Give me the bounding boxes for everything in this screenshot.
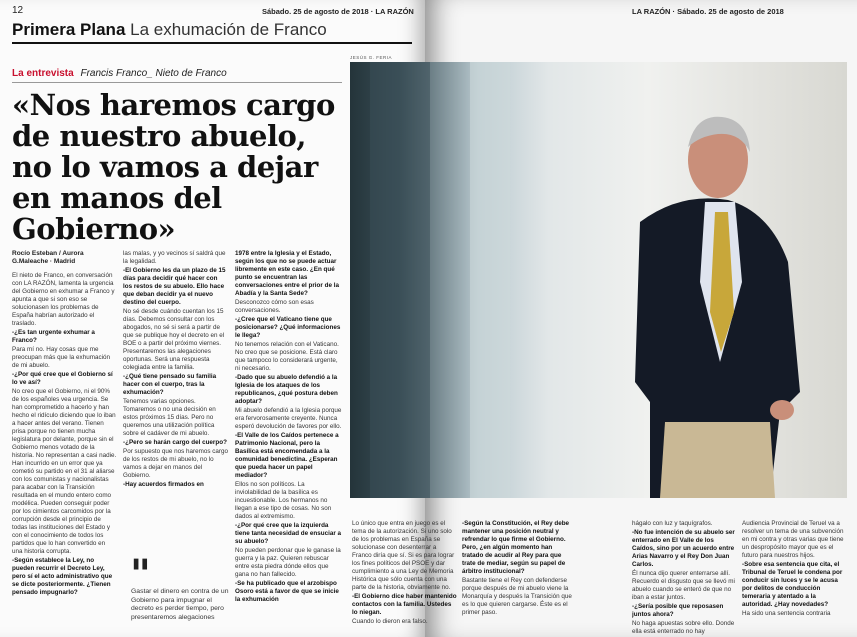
interview-question: -¿Es tan urgente exhumar a Franco? bbox=[12, 329, 95, 344]
headline: «Nos haremos cargo de nuestro abuelo, no lo vamos a dejar en manos del Gobierno» bbox=[12, 88, 335, 246]
interview-question: -Hay acuerdos firmados en bbox=[123, 481, 204, 488]
interview-answer: Él nunca dijo querer enterrarse allí. Recuerdo el disgusto que se llevó mi abuelo cuando se enteró de que no iban a estar juntos. bbox=[632, 570, 735, 601]
kicker bbox=[12, 68, 227, 79]
interview-answer: No pueden perdonar que le ganase la guerra y la paz. Quieren rebuscar entre esta piedra dónde ellos que gana no han fallecido. bbox=[235, 547, 341, 578]
right-column-3 bbox=[632, 520, 737, 637]
page-number: 12 bbox=[12, 5, 24, 16]
interview-question: -Según la Constitución, el Rey debe mantener una posición neutral y refrendar lo que firme el Gobierno. Pero, ¿en algún momento han tratado de acudir al Rey para que trate de mediar, según su papel de árbitro institucional? bbox=[462, 520, 570, 575]
interview-answer: Para mí no. Hay cosas que me preocupan más que la exhumación de mi abuelo. bbox=[12, 346, 111, 369]
interview-question: -¿Sería posible que reposasen juntos ahora? bbox=[632, 603, 724, 618]
interview-question: -Se ha publicado que el arzobispo Osoro está a favor de que se inicie la exhumación bbox=[235, 580, 339, 603]
right-column-2 bbox=[462, 520, 574, 637]
interview-question: -¿Por qué cree que el Gobierno sí lo ve así? bbox=[12, 371, 113, 386]
interview-answer: Ha sido una sentencia contraria bbox=[742, 610, 831, 617]
interview-answer: hágalo con luz y taquígrafos. bbox=[632, 520, 713, 527]
byline bbox=[12, 250, 84, 266]
section-title bbox=[12, 20, 327, 40]
pull-quote-mark: " bbox=[130, 551, 151, 598]
interview-question: -Dado que su abuelo defendió a la Iglesia de los ataques de los republicanos, ¿qué postura deben adoptar? bbox=[235, 374, 338, 405]
article-column-1 bbox=[12, 272, 117, 637]
interview-answer: No tenemos relación con el Vaticano. No creo que se posicione. Está claro que tampoco lo considerará urgente, ni necesario. bbox=[235, 341, 339, 372]
interview-question: -¿Cree que el Vaticano tiene que posicionarse? ¿Qué informaciones le llega? bbox=[235, 316, 341, 339]
interview-answer: Cuando lo dieron era falso. bbox=[352, 618, 428, 625]
interview-question: 1978 entre la Iglesia y el Estado, según los que no se puede actuar libremente en este caso. ¿En qué punto se encuentran las conversaciones entre el prior de la Abadía y la Santa Sede? bbox=[235, 250, 339, 297]
interview-question: -El Gobierno les da un plazo de 15 días para decidir qué hacer con los restos de su abuelo. Ello hace que deban decidir ya el nuevo destino del cuerpo. bbox=[123, 267, 226, 306]
photo-credit: JESÚS G. FERIA bbox=[350, 55, 393, 60]
pull-quote: Gastar el dinero en contra de un Gobierno para impugnar el decreto es perder tiempo, pero presentaremos alegaciones bbox=[131, 588, 229, 621]
interview-question: -Sobre esa sentencia que cita, el Tribunal de Teruel le condena por conducir sin luces y se le acusa por delitos de conducción temeraria y atentado a la autoridad. ¿Hay novedades? bbox=[742, 561, 843, 608]
subsection-name: La exhumación de Franco bbox=[130, 20, 327, 39]
interview-answer: Por supuesto que nos haremos cargo de los restos de mi abuelo, no lo vamos a dejar en manos del Gobierno. bbox=[123, 448, 228, 479]
article-column-2 bbox=[123, 250, 228, 550]
interview-question: -No fue intención de su abuelo ser enterrado en El Valle de los Caídos, sino por un acuerdo entre Arias Navarro y el Rey Don Juan Carlos. bbox=[632, 529, 735, 568]
interview-answer: No sé desde cuándo cuentan los 15 días. Debemos consultar con los abogados, no sé si será a partir de que se publique hoy el decreto en el BOE o a partir del próximo viernes. Presentaremos las alegaciones oportunas. Será una respuesta colegiada entre la familia. bbox=[123, 308, 225, 371]
interview-answer: Bastante tiene el Rey con defenderse porque después de mi abuelo viene la Monarquía y después la Transición que es lo que quieren cargarse. Éste es el primer paso. bbox=[462, 577, 572, 616]
interview-question: -¿Pero se harán cargo del cuerpo? bbox=[123, 439, 227, 446]
byline-authors: Rocío Esteban / Aurora bbox=[12, 250, 84, 257]
portrait-illustration bbox=[350, 62, 847, 498]
interview-answer: Desconozco cómo son esas conversaciones. bbox=[235, 299, 314, 314]
interview-answer: No creo que el Gobierno, ni el 90% de los españoles vea urgencia. Se han comprometido a hacerlo y han hecho el ridículo diciendo que lo iban a hacer antes del verano. Tienen prisa porque no tienen mucha legislatura por delante, porque sin el Gobierno menos votado de la historia. No representan a casi nadie. Han incurrido en un error que ya cometió su partido en el 31 al aliarse con los comunistas y nacionalistas para acabar con la Transición resultada en el mundo entero como modélica. Pueden conseguir poder por los cimientos carcomidos por la corrupción desde el principio de todas las instituciones del Estado y con el conocimiento de todos los partidos que lo han convertido en una historia corrupta. bbox=[12, 388, 117, 555]
right-column-4 bbox=[742, 520, 847, 637]
interview-question: -¿Por qué cree que la izquierda tiene tanta necesidad de ensuciar a su abuelo? bbox=[235, 522, 342, 545]
interview-answer: Mi abuelo defendió a la Iglesia porque era fervorosamente creyente. Nunca esperó devolución de favores por ello. bbox=[235, 407, 342, 430]
interview-question: -El Valle de los Caídos pertenece a Patrimonio Nacional, pero la Basílica está encomendada a la comunidad benedictina. ¿Esperan que pueda hacer un papel mediador? bbox=[235, 432, 339, 479]
interview-answer: Audiencia Provincial de Teruel va a resolver un tema de una subvención en mi contra y otras varias que tiene un despropósito mayor que es el futuro para nuestros hijos. bbox=[742, 520, 844, 559]
kicker-names: Francis Franco_ Nieto de Franco bbox=[80, 68, 227, 79]
interview-answer: El nieto de Franco, en conversación con LA RAZÓN, lamenta la urgencia del Gobierno en exhumar a Franco y apunta a que si son eso se solucionasen los problemas de España habrían autorizado el traslado. bbox=[12, 272, 115, 327]
interview-answer: Ellos no son políticos. La inviolabilidad de la basílica es incuestionable. Los hermanos no llegan a ese tipo de cosas. No son dados al extremismo. bbox=[235, 481, 332, 520]
interview-answer: No haga apuestas sobre ello. Donde ella está enterrado no hay bbox=[632, 620, 735, 635]
portrait-photo bbox=[350, 62, 847, 498]
interview-question: -El Gobierno dice haber mantenido contactos con la familia. Ustedes lo niegan. bbox=[352, 593, 457, 616]
section-name: Primera Plana bbox=[12, 20, 126, 39]
kicker-rule bbox=[12, 82, 342, 83]
page-header-date: Sábado. 25 de agosto de 2018 · LA RAZÓN bbox=[262, 7, 414, 16]
interview-answer: las malas, y yo vecinos sí saldrá que la legalidad. bbox=[123, 250, 226, 265]
interview-question: -Según establece la Ley, no pueden recurrir el Decreto Ley, pero sí el acto administrativo que se dicte posteriormente. ¿Tienen pensado impugnarlo? bbox=[12, 557, 113, 596]
article-column-3 bbox=[235, 250, 342, 637]
interview-question: -¿Qué tiene pensado su familia hacer con el cuerpo, tras la exhumación? bbox=[123, 373, 217, 396]
interview-answer: Tenemos varias opciones. Tomaremos o no una decisión en estos próximos 15 días. Pero no queremos una utilización política sobre el cadáver de mi abuelo. bbox=[123, 398, 216, 437]
page-header-date-right: LA RAZÓN · Sábado. 25 de agosto de 2018 bbox=[632, 7, 784, 16]
byline-place: G.Maleache · Madrid bbox=[12, 258, 76, 265]
kicker-label: La entrevista bbox=[12, 68, 74, 79]
right-column-1 bbox=[352, 520, 457, 637]
section-rule bbox=[12, 42, 412, 44]
interview-answer: Lo único que entra en juego es el tema de la autorización. Si uno solo de los problemas en España se solucionase con desenterrar a Franco diría que sí. Si es para lograr los fines políticos del PSOE y dar cumplimiento a una Ley de Memoria Histórica que sólo cuenta con una parte de la historia, obviamente no. bbox=[352, 520, 455, 591]
